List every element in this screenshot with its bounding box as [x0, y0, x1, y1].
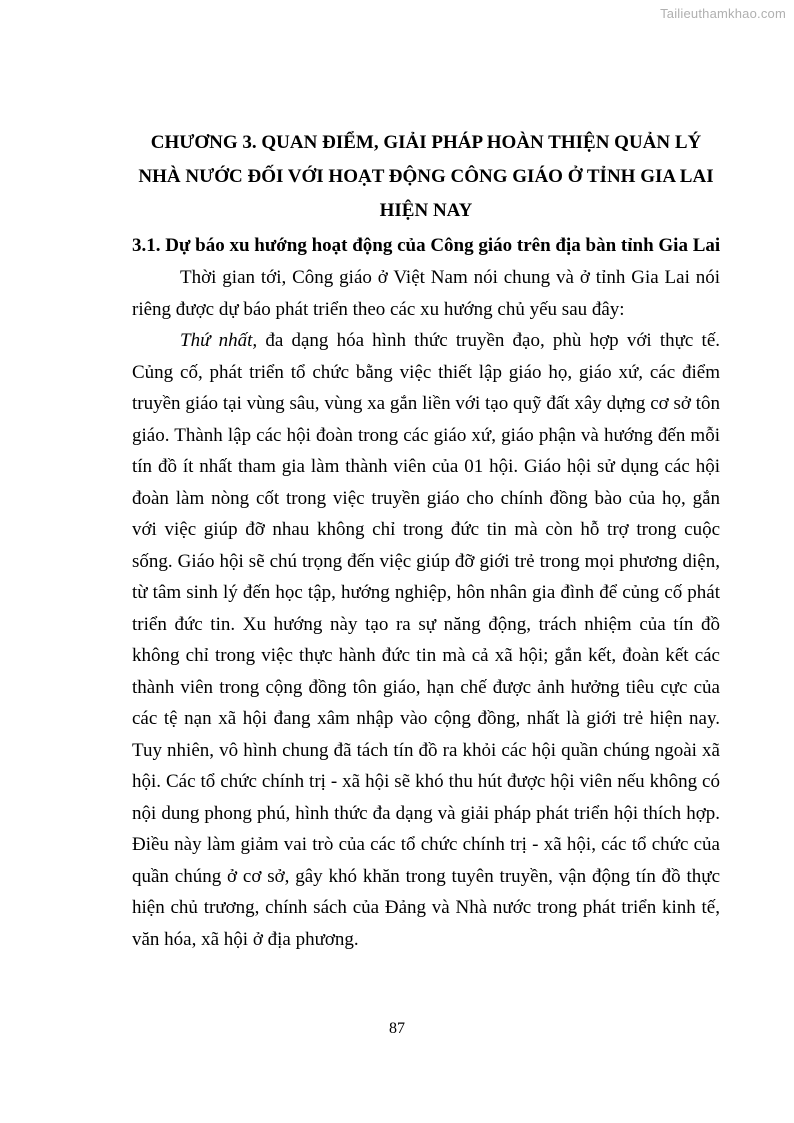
- paragraph-body: đa dạng hóa hình thức truyền đạo, phù hợp với thực tế. Củng cố, phát triển tổ chức bằng việc thiết lập giáo họ, giáo xứ, các điểm truyền giáo tại vùng sâu, vùng xa gắn liền với tạo quỹ đất xây dựng cơ sở tôn giáo. Thành lập các hội đoàn trong các giáo xứ, giáo phận và hướng đến mỗi tín đồ ít nhất tham gia làm thành viên của 01 hội. Giáo hội sử dụng các hội đoàn làm nòng cốt trong việc truyền giáo cho chính đồng bào của họ, gắn với việc giúp đỡ nhau không chỉ trong đức tin mà còn hỗ trợ trong cuộc sống. Giáo hội sẽ chú trọng đến việc giúp đỡ giới trẻ trong mọi phương diện, từ tâm sinh lý đến học tập, hướng nghiệp, hôn nhân gia đình để củng cố phát triển đức tin. Xu hướng này tạo ra sự năng động, trách nhiệm của tín đồ không chỉ trong việc thực hành đức tin mà cả xã hội; gắn kết, đoàn kết các thành viên trong cộng đồng tôn giáo, hạn chế được ảnh hưởng tiêu cực của các tệ nạn xã hội đang xâm nhập vào cộng đồng, nhất là giới trẻ hiện nay. Tuy nhiên, vô hình chung đã tách tín đồ ra khỏi các hội quần chúng ngoài xã hội. Các tổ chức chính trị - xã hội sẽ khó thu hút được hội viên nếu không có nội dung phong phú, hình thức đa dạng và giải pháp phát triển hội thích hợp. Điều này làm giảm vai trò của các tổ chức chính trị - xã hội, các tổ chức của quần chúng ở cơ sở, gây khó khăn trong tuyên truyền, vận động tín đồ thực hiện chủ trương, chính sách của Đảng và Nhà nước trong phát triển kinh tế, văn hóa, xã hội ở địa phương.: [132, 330, 721, 950]
- section-heading: 3.1. Dự báo xu hướng hoạt động của Công giáo trên địa bàn tỉnh Gia Lai: [132, 235, 721, 256]
- chapter-title-line-2: NHÀ NƯỚC ĐỐI VỚI HOẠT ĐỘNG CÔNG GIÁO Ở TỈNH GIA LAI: [138, 166, 714, 187]
- watermark: Tailieuthamkhao.com: [660, 6, 786, 21]
- page-number: 87: [389, 1020, 405, 1037]
- chapter-title-line-3: HIỆN NAY: [379, 200, 473, 221]
- chapter-title: [132, 126, 720, 228]
- page-content: [132, 126, 720, 955]
- paragraph-intro: Thời gian tới, Công giáo ở Việt Nam nói chung và ở tỉnh Gia Lai nói riêng được dự báo phát triển theo các xu hướng chủ yếu sau đây:: [132, 267, 720, 320]
- paragraph-first-trend: [132, 325, 720, 955]
- paragraph-lead-phrase: Thứ nhất,: [180, 330, 258, 351]
- chapter-title-line-1: CHƯƠNG 3. QUAN ĐIỂM, GIẢI PHÁP HOÀN THIỆN QUẢN LÝ: [150, 132, 702, 153]
